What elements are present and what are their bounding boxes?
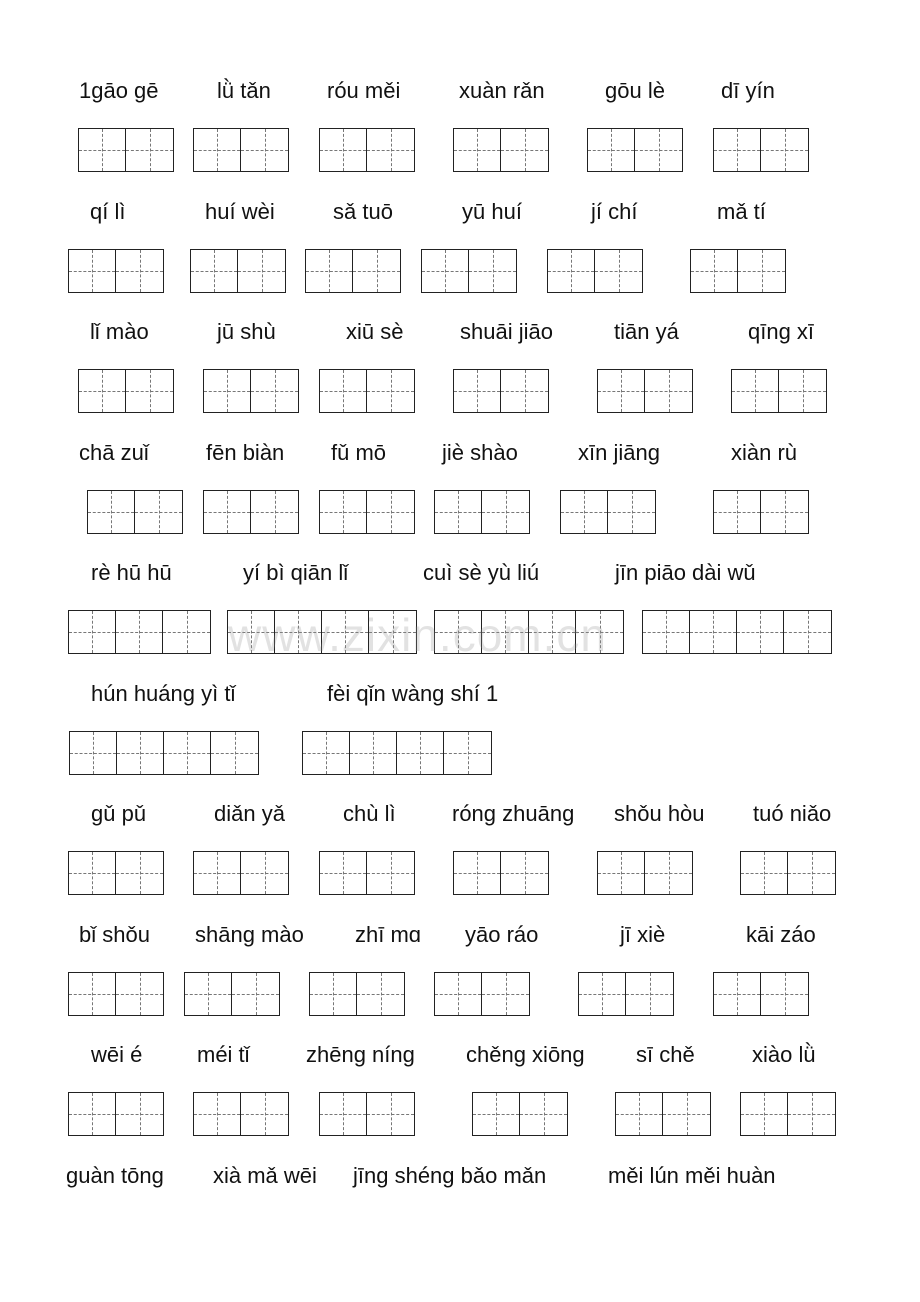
character-box[interactable] — [501, 129, 548, 171]
character-box[interactable] — [194, 129, 241, 171]
character-box[interactable] — [454, 370, 501, 412]
pinyin-label: dī yín — [721, 78, 775, 103]
character-box[interactable] — [645, 852, 692, 894]
character-box[interactable] — [741, 1093, 788, 1135]
character-box[interactable] — [164, 732, 211, 774]
character-box[interactable] — [163, 611, 210, 653]
pinyin-label: zhī mɑ — [355, 921, 422, 947]
writing-grid[interactable] — [547, 249, 643, 293]
pinyin-label: měi lún měi huàn — [608, 1162, 776, 1188]
character-box[interactable] — [79, 129, 126, 171]
pinyin-label: róu měi — [327, 78, 401, 103]
writing-grid[interactable] — [578, 972, 674, 1016]
pinyin-label: guàn tōng — [66, 1162, 164, 1188]
writing-grid[interactable] — [184, 972, 280, 1016]
character-box[interactable] — [241, 852, 288, 894]
character-box[interactable] — [303, 732, 350, 774]
character-box[interactable] — [185, 973, 232, 1015]
character-box[interactable] — [714, 973, 761, 1015]
character-box[interactable] — [663, 1093, 710, 1135]
character-box[interactable] — [643, 611, 690, 653]
writing-grid[interactable] — [305, 249, 401, 293]
writing-grid[interactable] — [319, 1092, 415, 1136]
character-box[interactable] — [194, 852, 241, 894]
writing-grid[interactable] — [319, 851, 415, 895]
character-box[interactable] — [69, 852, 116, 894]
character-box[interactable] — [626, 973, 673, 1015]
character-box[interactable] — [211, 732, 258, 774]
writing-grid[interactable] — [472, 1092, 568, 1136]
watermark: www.zixin.com.cn — [228, 609, 607, 661]
character-box[interactable] — [88, 491, 135, 533]
writing-grid[interactable] — [615, 1092, 711, 1136]
character-box[interactable] — [251, 370, 298, 412]
pinyin-label: yí bì qiān lǐ — [243, 560, 349, 585]
character-box[interactable] — [69, 1093, 116, 1135]
writing-grid[interactable] — [740, 851, 836, 895]
character-box[interactable] — [588, 129, 635, 171]
pinyin-label: wēi é — [91, 1042, 143, 1067]
writing-grid[interactable] — [190, 249, 286, 293]
character-box[interactable] — [738, 250, 785, 292]
writing-grid[interactable] — [434, 972, 530, 1016]
pinyin-label: cuì sè yù liú — [423, 560, 540, 585]
writing-grid[interactable] — [740, 1092, 836, 1136]
pinyin-label: fēn biàn — [206, 439, 285, 465]
pinyin-label: bǐ shǒu — [79, 921, 150, 947]
writing-grid[interactable] — [68, 1092, 164, 1136]
character-box[interactable] — [714, 129, 761, 171]
character-box[interactable] — [367, 1093, 414, 1135]
pinyin-label: lǜ tǎn — [217, 78, 271, 103]
character-box[interactable] — [79, 370, 126, 412]
writing-grid[interactable] — [302, 731, 492, 775]
character-box[interactable] — [779, 370, 826, 412]
character-box[interactable] — [435, 491, 482, 533]
character-box[interactable] — [367, 370, 414, 412]
character-box[interactable] — [737, 611, 784, 653]
pinyin-label: xiàn rù — [731, 439, 798, 465]
character-box[interactable] — [691, 250, 738, 292]
character-box[interactable] — [367, 491, 414, 533]
pinyin-label: chěng xiōng — [466, 1042, 585, 1067]
writing-grid[interactable] — [78, 128, 174, 172]
writing-grid[interactable] — [453, 128, 549, 172]
character-box[interactable] — [422, 250, 469, 292]
pinyin-label: rè hū hū — [91, 560, 172, 585]
writing-grid[interactable] — [434, 490, 530, 534]
writing-grid[interactable] — [69, 731, 259, 775]
character-box[interactable] — [454, 129, 501, 171]
pinyin-label: sī chě — [636, 1042, 695, 1067]
writing-grid[interactable] — [319, 490, 415, 534]
writing-grid[interactable] — [587, 128, 683, 172]
character-box[interactable] — [126, 370, 173, 412]
writing-grid[interactable] — [193, 851, 289, 895]
character-box[interactable] — [70, 732, 117, 774]
pinyin-label: chā zuǐ — [79, 439, 149, 465]
character-box[interactable] — [397, 732, 444, 774]
character-box[interactable] — [469, 250, 516, 292]
character-box[interactable] — [69, 973, 116, 1015]
writing-grid[interactable] — [453, 369, 549, 413]
character-box[interactable] — [473, 1093, 520, 1135]
pinyin-label: jīng shéng bǎo mǎn — [353, 1162, 547, 1188]
character-box[interactable] — [126, 129, 173, 171]
pinyin-label: jū shù — [217, 319, 276, 344]
pinyin-label: jī xiè — [620, 921, 666, 947]
character-box[interactable] — [310, 973, 357, 1015]
pinyin-label: shǒu hòu — [614, 801, 705, 826]
character-box[interactable] — [69, 611, 116, 653]
character-box[interactable] — [320, 1093, 367, 1135]
character-box[interactable] — [320, 370, 367, 412]
pinyin-label: xiū sè — [346, 319, 404, 344]
pinyin-label: jiè shào — [442, 439, 518, 465]
character-box[interactable] — [788, 1093, 835, 1135]
character-box[interactable] — [116, 611, 163, 653]
pinyin-label: yāo ráo — [465, 921, 539, 947]
writing-grid[interactable] — [597, 851, 693, 895]
character-box[interactable] — [595, 250, 642, 292]
pinyin-label: gǔ pǔ — [91, 801, 147, 826]
character-box[interactable] — [116, 1093, 163, 1135]
writing-grid[interactable] — [421, 249, 517, 293]
writing-grid[interactable] — [87, 490, 183, 534]
character-box[interactable] — [741, 852, 788, 894]
writing-grid[interactable] — [68, 249, 164, 293]
writing-grid[interactable] — [68, 610, 211, 654]
writing-grid[interactable] — [713, 972, 809, 1016]
character-box[interactable] — [761, 491, 808, 533]
character-box[interactable] — [116, 973, 163, 1015]
pinyin-label: shuāi jiāo — [460, 319, 553, 344]
character-box[interactable] — [357, 973, 404, 1015]
character-box[interactable] — [444, 732, 491, 774]
pinyin-label: jīn piāo dài wǔ — [615, 560, 756, 585]
character-box[interactable] — [645, 370, 692, 412]
writing-grid[interactable] — [193, 1092, 289, 1136]
character-box[interactable] — [116, 852, 163, 894]
writing-grid[interactable] — [203, 490, 299, 534]
pinyin-label: zhēng níng — [306, 1042, 415, 1067]
character-box[interactable] — [598, 852, 645, 894]
writing-grid[interactable] — [690, 249, 786, 293]
character-box[interactable] — [353, 250, 400, 292]
character-box[interactable] — [482, 491, 529, 533]
character-box[interactable] — [784, 611, 831, 653]
pinyin-label: jí chí — [591, 198, 638, 224]
pinyin-label: 1gāo gē — [79, 78, 159, 103]
pinyin-label: xià mǎ wēi — [213, 1162, 317, 1188]
pinyin-label: xuàn rǎn — [459, 78, 545, 103]
character-box[interactable] — [135, 491, 182, 533]
character-box[interactable] — [608, 491, 655, 533]
character-box[interactable] — [548, 250, 595, 292]
writing-grid[interactable] — [713, 128, 809, 172]
character-box[interactable] — [788, 852, 835, 894]
character-box[interactable] — [238, 250, 285, 292]
character-box[interactable] — [520, 1093, 567, 1135]
character-box[interactable] — [191, 250, 238, 292]
character-box[interactable] — [598, 370, 645, 412]
character-box[interactable] — [320, 129, 367, 171]
writing-grid[interactable] — [78, 369, 174, 413]
pinyin-label: róng zhuāng — [452, 801, 575, 826]
pinyin-label: fèi qǐn wàng shí 1 — [327, 680, 499, 706]
pinyin-label: gōu lè — [605, 78, 665, 103]
character-box[interactable] — [117, 732, 164, 774]
pinyin-label: diǎn yǎ — [214, 801, 285, 826]
pinyin-label: mǎ tí — [717, 198, 766, 224]
pinyin-label: qí lì — [90, 198, 126, 224]
character-box[interactable] — [761, 973, 808, 1015]
character-box[interactable] — [435, 973, 482, 1015]
character-box[interactable] — [194, 1093, 241, 1135]
character-box[interactable] — [367, 852, 414, 894]
character-box[interactable] — [579, 973, 626, 1015]
pinyin-label: tuó niǎo — [753, 801, 832, 826]
writing-grid[interactable] — [309, 972, 405, 1016]
character-box[interactable] — [367, 129, 414, 171]
character-box[interactable] — [306, 250, 353, 292]
character-box[interactable] — [204, 491, 251, 533]
character-box[interactable] — [635, 129, 682, 171]
pinyin-label: lǐ mào — [90, 319, 149, 344]
character-box[interactable] — [732, 370, 779, 412]
pinyin-label: yū huí — [462, 198, 522, 224]
character-box[interactable] — [241, 1093, 288, 1135]
pinyin-label: méi tǐ — [197, 1042, 250, 1067]
pinyin-label: huí wèi — [205, 198, 275, 224]
writing-grid[interactable] — [319, 369, 415, 413]
writing-grid[interactable] — [193, 128, 289, 172]
character-box[interactable] — [204, 370, 251, 412]
writing-grid[interactable] — [68, 972, 164, 1016]
character-box[interactable] — [69, 250, 116, 292]
writing-grid[interactable] — [642, 610, 832, 654]
character-box[interactable] — [454, 852, 501, 894]
pinyin-label: kāi záo — [746, 921, 816, 947]
pinyin-label: xīn jiāng — [578, 439, 660, 465]
pinyin-label: xiào lǜ — [752, 1042, 816, 1067]
writing-grid[interactable] — [68, 851, 164, 895]
pinyin-label: fǔ mō — [331, 439, 387, 465]
pinyin-label: hún huáng yì tǐ — [91, 680, 236, 706]
character-box[interactable] — [714, 491, 761, 533]
character-box[interactable] — [616, 1093, 663, 1135]
writing-grid[interactable] — [319, 128, 415, 172]
writing-grid[interactable] — [597, 369, 693, 413]
writing-grid[interactable] — [203, 369, 299, 413]
character-box[interactable] — [482, 973, 529, 1015]
writing-grid[interactable] — [731, 369, 827, 413]
writing-grid[interactable] — [713, 490, 809, 534]
pinyin-label: shāng mào — [195, 921, 304, 947]
character-box[interactable] — [501, 852, 548, 894]
pinyin-label: tiān yá — [614, 319, 679, 344]
character-box[interactable] — [350, 732, 397, 774]
character-box[interactable] — [320, 852, 367, 894]
character-box[interactable] — [501, 370, 548, 412]
pinyin-label: sǎ tuō — [333, 198, 393, 224]
writing-grid[interactable] — [453, 851, 549, 895]
character-box[interactable] — [561, 491, 608, 533]
character-box[interactable] — [251, 491, 298, 533]
character-box[interactable] — [761, 129, 808, 171]
pinyin-label: chù lì — [343, 801, 396, 826]
character-box[interactable] — [241, 129, 288, 171]
character-box[interactable] — [320, 491, 367, 533]
writing-grid[interactable] — [560, 490, 656, 534]
character-box[interactable] — [116, 250, 163, 292]
character-box[interactable] — [232, 973, 279, 1015]
pinyin-label: qīng xī — [748, 319, 815, 344]
character-box[interactable] — [690, 611, 737, 653]
